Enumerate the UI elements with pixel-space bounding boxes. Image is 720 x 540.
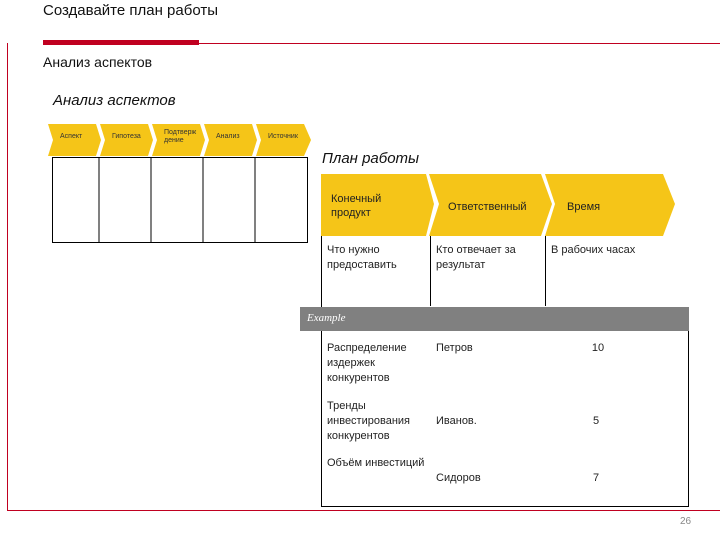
header-time: Время (567, 201, 601, 213)
slide-title: Создавайте план работы (43, 2, 218, 19)
chevron-label-analysis: Анализ (216, 133, 240, 140)
desc-owner: Кто отвечает за результат (436, 244, 516, 271)
example-banner (300, 307, 689, 331)
row2-owner: Иванов. (436, 415, 477, 427)
row1-owner: Петров (436, 342, 473, 354)
desc-product: Что нужно предоставить (327, 244, 397, 271)
header-owner: Ответственный (448, 201, 527, 213)
aspects-heading: Анализ аспектов (53, 92, 176, 109)
aspects-empty-grid (52, 157, 308, 243)
desc-time: В рабочих часах (551, 244, 636, 256)
row1-time: 10 (591, 342, 605, 354)
row2-product: Тренды инвестирования конкурентов (327, 400, 410, 442)
row3-owner: Сидоров (436, 472, 481, 484)
row1-product: Распределение издержек конкурентов (327, 342, 407, 384)
frame-bottom-rule (7, 510, 720, 511)
chevron-label-hypothesis: Гипотеза (112, 133, 141, 140)
example-label: Example (307, 312, 346, 324)
frame-left-rule (7, 43, 8, 511)
plan-title: План работы (322, 150, 420, 167)
chevron-label-confirmation: Подтверж дение (164, 129, 197, 144)
row3-time: 7 (592, 472, 600, 484)
title-accent-bar (43, 40, 199, 45)
chevron-label-aspect: Аспект (60, 133, 83, 140)
slide-subtitle: Анализ аспектов (43, 54, 153, 70)
page-number: 26 (680, 516, 692, 527)
header-rule (199, 43, 720, 44)
row2-time: 5 (592, 415, 600, 427)
header-product: Конечный продукт (331, 193, 382, 219)
chevron-label-source: Источник (268, 133, 298, 140)
chevron-time (545, 174, 675, 236)
row3-product: Объём инвестиций (327, 457, 425, 469)
